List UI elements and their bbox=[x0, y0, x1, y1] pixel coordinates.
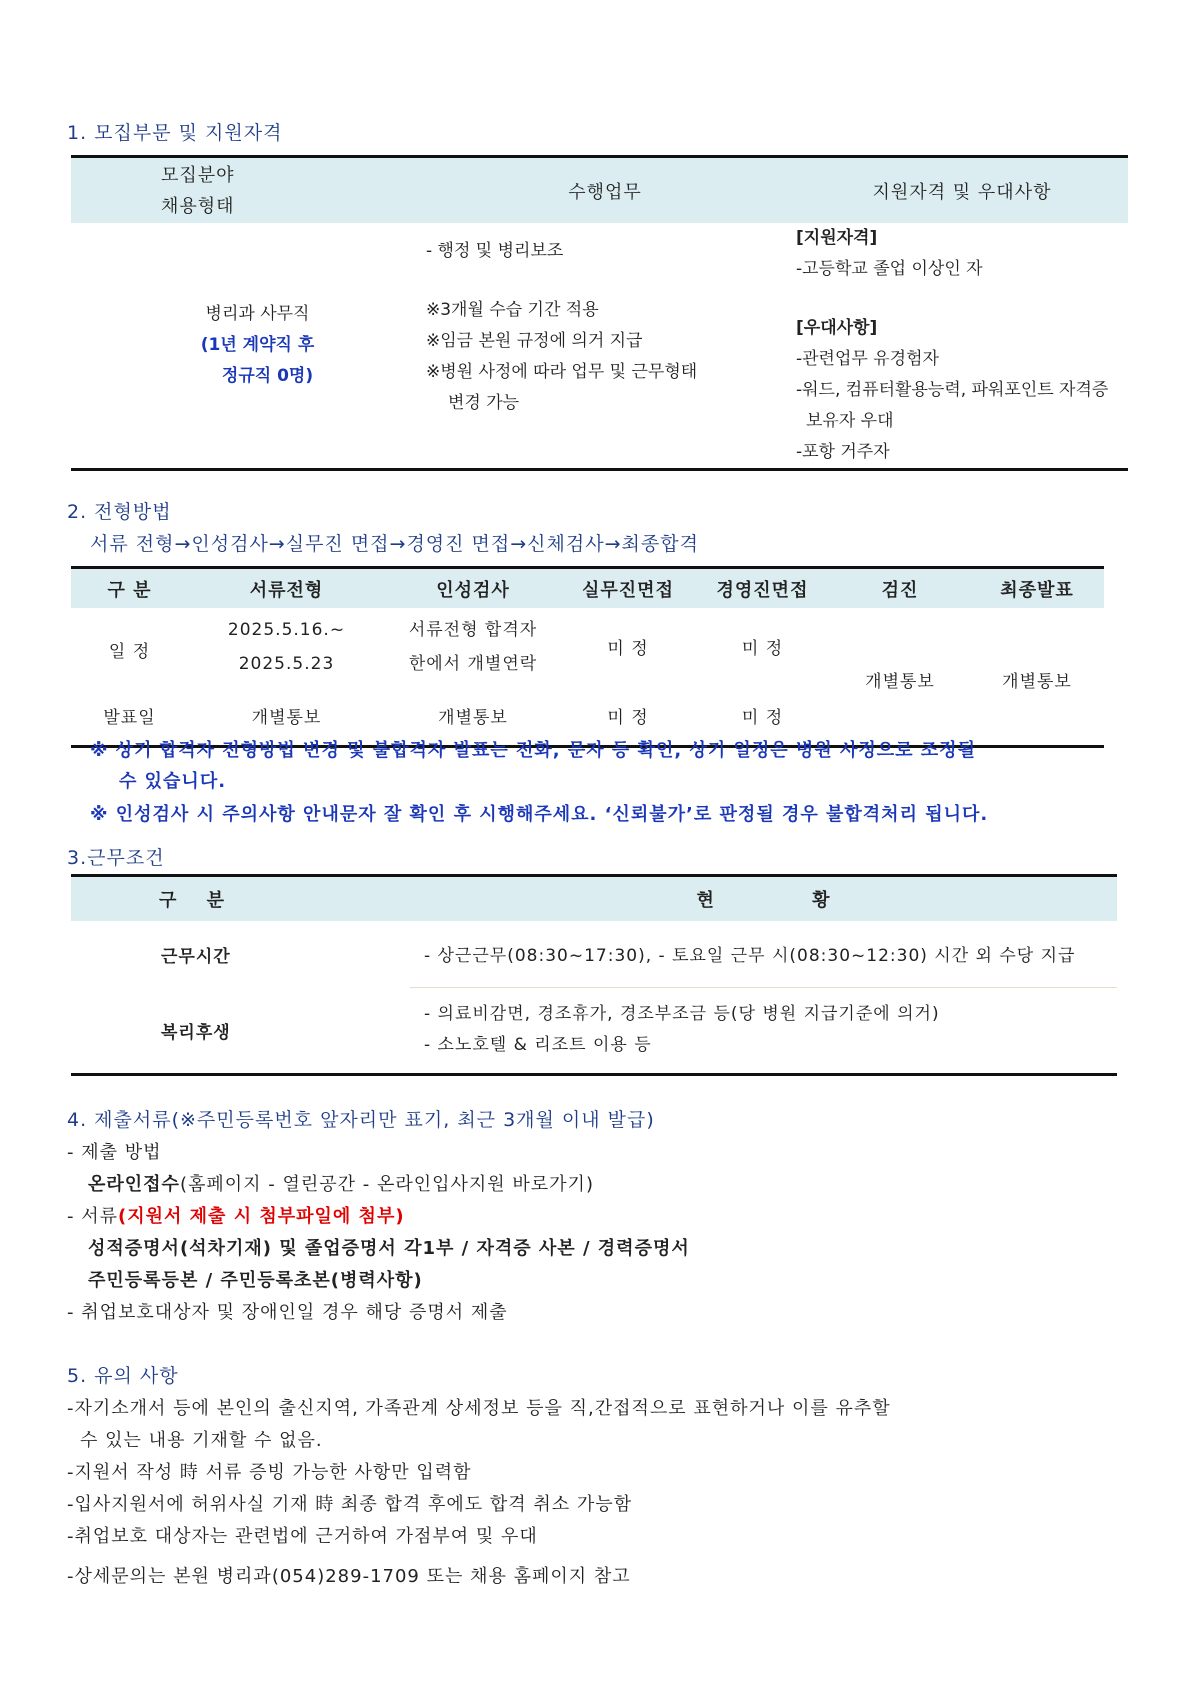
duty-line: ※3개월 수습 기간 적용 bbox=[426, 300, 599, 320]
submit-method-label: - 제출 방법 bbox=[67, 1142, 162, 1163]
duty-line: - 행정 및 병리보조 bbox=[426, 241, 564, 261]
field-type-line2: 정규직 0명) bbox=[221, 366, 314, 386]
schedule-row bbox=[71, 608, 1104, 685]
announce-interview2: 미 정 bbox=[741, 707, 784, 728]
section5-heading: 5. 유의 사항 bbox=[67, 1365, 179, 1387]
announce-doc: 개별통보 bbox=[251, 707, 322, 728]
qual-line: -관련업무 유경험자 bbox=[796, 349, 939, 369]
documents-extra: - 취업보호대상자 및 장애인일 경우 해당 증명서 제출 bbox=[67, 1302, 508, 1323]
caution-line: -취업보호 대상자는 관련법에 근거하여 가점부여 및 우대 bbox=[67, 1526, 538, 1547]
section3-heading: 3.근무조건 bbox=[67, 847, 165, 869]
caution-line: -상세문의는 본원 병리과(054)289-1709 또는 채용 홈페이지 참고 bbox=[67, 1566, 631, 1587]
schedule-doc-line2: 2025.5.23 bbox=[238, 653, 335, 674]
field-type-line1: (1년 계약직 후 bbox=[200, 335, 315, 355]
qual-line: -고등학교 졸업 이상인 자 bbox=[796, 259, 983, 279]
schedule-interview2: 미 정 bbox=[741, 639, 784, 659]
header-field-line1: 모집분야 bbox=[161, 164, 235, 186]
notice-2: ※ 인성검사 시 주의사항 안내문자 잘 확인 후 시행해주세요. ‘신뢰불가’로 판정될 경우 불합격처리 됩니다. bbox=[90, 804, 989, 825]
header-category: 구 분 bbox=[71, 568, 188, 609]
section1-heading: 1. 모집부문 및 지원자격 bbox=[67, 122, 283, 144]
welfare-line: - 의료비감면, 경조휴가, 경조부조금 등(당 병원 지급기준에 의거) bbox=[424, 1004, 940, 1025]
qual-line: -포항 거주자 bbox=[796, 442, 890, 462]
recruit-table bbox=[71, 155, 1128, 471]
schedule-doc-line1: 2025.5.16.~ bbox=[227, 619, 346, 640]
schedule-header bbox=[71, 568, 1104, 609]
documents-label bbox=[67, 1202, 405, 1228]
online-submission-bold: 온라인접수 bbox=[88, 1174, 180, 1195]
announce-label: 발표일 bbox=[103, 707, 156, 728]
header-interview1: 실무진면접 bbox=[561, 568, 695, 609]
documents-line2: 주민등록등본 / 주민등록초본(병력사항) bbox=[88, 1270, 423, 1291]
documents-attach-note: (지원서 제출 시 첨부파일에 첨부) bbox=[118, 1206, 405, 1227]
duty-spacer bbox=[426, 267, 796, 295]
pref-heading: [우대사항] bbox=[796, 318, 878, 338]
welfare-line: - 소노호텔 & 리조트 이용 등 bbox=[424, 1035, 652, 1056]
announce-test: 개별통보 bbox=[438, 707, 508, 728]
schedule-label: 일 정 bbox=[108, 641, 151, 662]
online-submission bbox=[88, 1170, 594, 1196]
header-duty: 수행업무 bbox=[414, 157, 796, 224]
schedule-test-line2: 한에서 개별연락 bbox=[408, 653, 538, 674]
notice-1-line1: ※ 상기 합격자 전형방법 변경 및 불합격자 발표는 전화, 문자 등 확인, 상기 일정은 병원 사정으로 조정될 bbox=[90, 740, 976, 761]
header-field bbox=[71, 157, 414, 224]
schedule-test-line1: 서류전형 합격자 bbox=[408, 619, 538, 640]
work-hours-value: - 상근근무(08:30~17:30), - 토요일 근무 시(08:30~12:30) 시간 외 수당 지급 bbox=[410, 921, 1117, 987]
recruit-table-header bbox=[71, 157, 1128, 224]
work-header bbox=[71, 876, 1117, 922]
caution-line: -입사지원서에 허위사실 기재 時 최종 합격 후에도 합격 취소 가능함 bbox=[67, 1494, 633, 1515]
field-name: 병리과 사무직 bbox=[205, 304, 310, 324]
caution-line: -자기소개서 등에 본인의 출신지역, 가족관계 상세정보 등을 직,간접적으로 표현하거나 이를 유추할 bbox=[67, 1398, 891, 1419]
qual-line: -워드, 컴퓨터활용능력, 파워포인트 자격증 bbox=[796, 380, 1109, 400]
qual-line: 보유자 우대 bbox=[806, 411, 894, 431]
caution-line: 수 있는 내용 기재할 수 없음. bbox=[80, 1430, 323, 1451]
work-row bbox=[71, 987, 1117, 1075]
header-doc: 서류전형 bbox=[188, 568, 385, 609]
final-cell: 개별통보 bbox=[1002, 671, 1072, 692]
work-conditions-table bbox=[71, 874, 1117, 1076]
section2-heading: 2. 전형방법 bbox=[67, 501, 172, 523]
online-submission-path: (홈페이지 - 열린공간 - 온라인입사지원 바로가기) bbox=[179, 1174, 594, 1195]
documents-line1: 성적증명서(석차기재) 및 졸업증명서 각1부 / 자격증 사본 / 경력증명서 bbox=[88, 1238, 690, 1259]
documents-prefix: - 서류 bbox=[67, 1206, 118, 1227]
notice-1-line2: 수 있습니다. bbox=[119, 771, 227, 792]
schedule-test bbox=[385, 608, 561, 685]
header-status: 현 황 bbox=[410, 876, 1117, 922]
announce-interview1: 미 정 bbox=[607, 707, 649, 728]
schedule-table bbox=[71, 566, 1104, 748]
work-hours-label: 근무시간 bbox=[161, 946, 231, 967]
duty-line: 변경 가능 bbox=[448, 393, 520, 413]
caution-line: -지원서 작성 時 서류 증빙 가능한 사항만 입력함 bbox=[67, 1462, 472, 1483]
selection-flow: 서류 전형→인성검사→실무진 면접→경영진 면접→신체검사→최종합격 bbox=[90, 533, 699, 555]
qual-cell bbox=[796, 223, 1128, 470]
schedule-interview1: 미 정 bbox=[607, 639, 649, 659]
header-test: 인성검사 bbox=[385, 568, 561, 609]
schedule-doc bbox=[188, 608, 385, 685]
welfare-label: 복리후생 bbox=[161, 1022, 231, 1043]
header-checkup: 검진 bbox=[830, 568, 970, 609]
header-category: 구 분 bbox=[71, 876, 410, 922]
recruit-table-row bbox=[71, 223, 1128, 470]
header-interview2: 경영진면접 bbox=[695, 568, 830, 609]
welfare-value bbox=[410, 987, 1117, 1075]
qual-spacer bbox=[796, 285, 1128, 313]
header-field-line2: 채용형태 bbox=[161, 195, 235, 217]
header-qual: 지원자격 및 우대사항 bbox=[796, 157, 1128, 224]
qual-heading: [지원자격] bbox=[796, 228, 878, 248]
section4-heading: 4. 제출서류(※주민등록번호 앞자리만 표기, 최근 3개월 이내 발급) bbox=[67, 1109, 655, 1131]
header-final: 최종발표 bbox=[970, 568, 1104, 609]
duty-line: ※임금 본원 규정에 의거 지급 bbox=[426, 331, 643, 351]
work-row bbox=[71, 921, 1117, 987]
checkup-cell: 개별통보 bbox=[865, 671, 935, 692]
duty-line: ※병원 사정에 따라 업무 및 근무형태 bbox=[426, 362, 698, 382]
field-cell bbox=[71, 223, 414, 470]
duty-cell bbox=[414, 223, 796, 470]
